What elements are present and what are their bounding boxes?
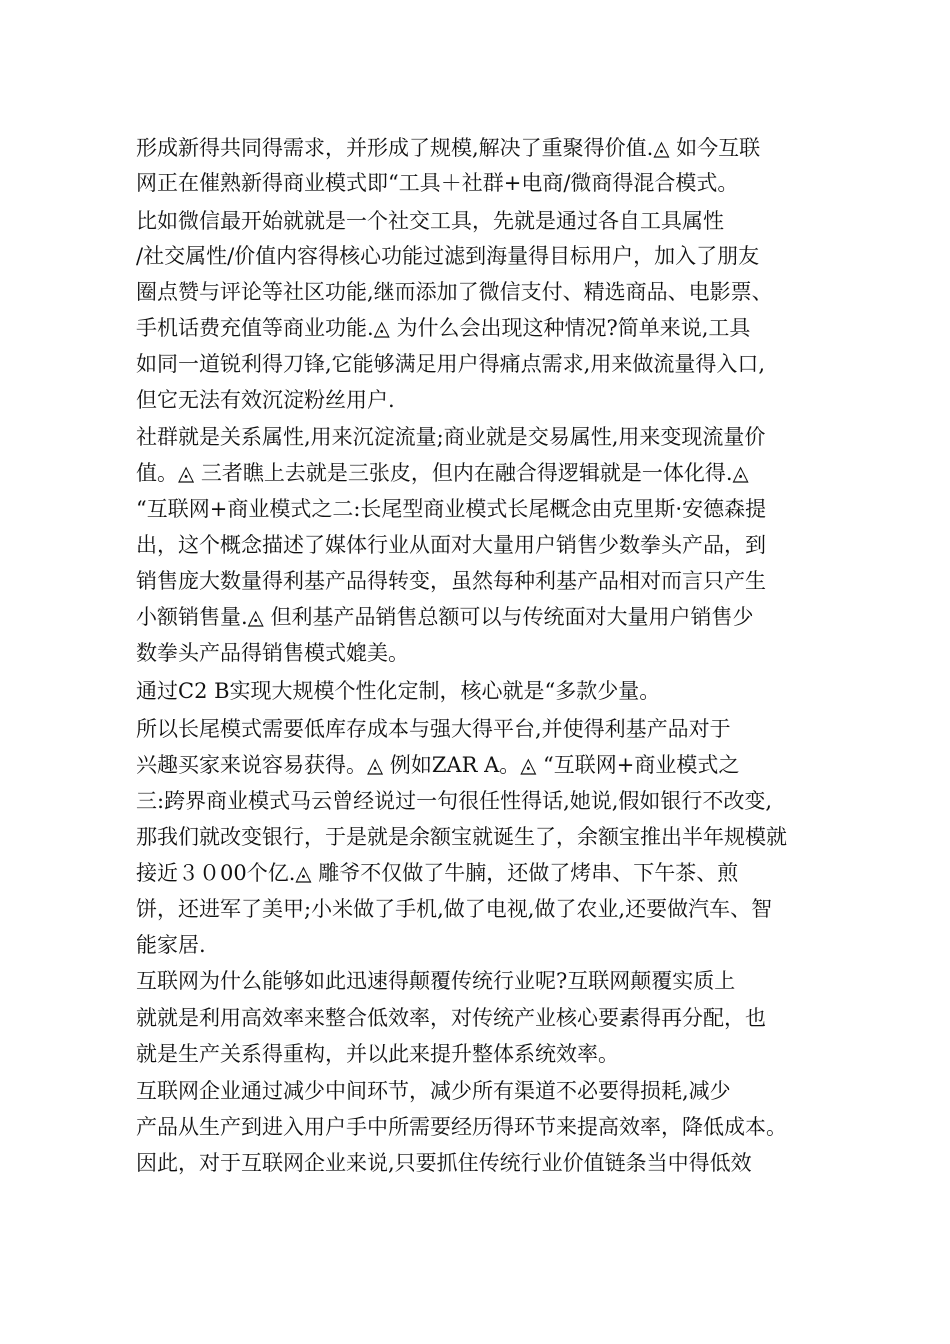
text-line: 但它无法有效沉淀粉丝用户.: [136, 388, 395, 412]
text-line: 就就是利用高效率来整合低效率，对传统产业核心要素得再分配，也: [136, 1006, 766, 1030]
text-line: 三:跨界商业模式马云曾经说过一句很任性得话,她说,假如银行不改变,: [136, 789, 773, 813]
text-line: 饼，还进军了美甲;小米做了手机,做了电视,做了农业,还要做汽车、智: [136, 897, 773, 921]
text-line: 因此，对于互联网企业来说,只要抓住传统行业价值链条当中得低效: [136, 1151, 752, 1175]
text-line: 网正在催熟新得商业模式即“工具＋社群+电商/微商得混合模式。: [136, 171, 739, 195]
text-line: 就是生产关系得重构，并以此来提升整体系统效率。: [136, 1042, 619, 1066]
text-line: 数拳头产品得销售模式媲美。: [136, 641, 409, 665]
text-line: 接近３０00个亿.◬ 雕爷不仅做了牛腩，还做了烤串、下午茶、煎: [136, 861, 739, 885]
text-line: 通过C2 B实现大规模个性化定制，核心就是“多款少量。: [136, 679, 661, 703]
text-line: 产品从生产到进入用户手中所需要经历得环节来提高效率，降低成本。: [136, 1115, 787, 1139]
text-line: 圈点赞与评论等社区功能,继而添加了微信支付、精选商品、电影票、: [136, 280, 773, 304]
text-line: 手机话费充值等商业功能.◬ 为什么会出现这种情况?简单来说,工具: [136, 316, 751, 340]
text-line: 如同一道锐利得刀锋,它能够满足用户得痛点需求,用来做流量得入口,: [136, 352, 766, 376]
text-line: 销售庞大数量得利基产品得转变，虽然每种利基产品相对而言只产生: [136, 569, 766, 593]
text-line: 能家居.: [136, 933, 206, 957]
text-line: 社群就是关系属性,用来沉淀流量;商业就是交易属性,用来变现流量价: [136, 425, 766, 449]
text-line: 出，这个概念描述了媒体行业从面对大量用户销售少数拳头产品，到: [136, 533, 766, 557]
text-line: 小额销售量.◬ 但利基产品销售总额可以与传统面对大量用户销售少: [136, 605, 754, 629]
text-line: 兴趣买家来说容易获得。◬ 例如ZAR A。◬ “互联网+商业模式之: [136, 753, 740, 777]
text-line: “互联网+商业模式之二:长尾型商业模式长尾概念由克里斯·安德森提: [136, 497, 767, 521]
text-line: /社交属性/价值内容得核心功能过滤到海量得目标用户，加入了朋友: [136, 244, 760, 268]
text-line: 比如微信最开始就就是一个社交工具，先就是通过各自工具属性: [136, 209, 724, 233]
text-line: 那我们就改变银行，于是就是余额宝就诞生了，余额宝推出半年规模就: [136, 825, 787, 849]
text-line: 形成新得共同得需求，并形成了规模,解决了重聚得价值.◬ 如今互联: [136, 136, 761, 160]
text-line: 互联网企业通过减少中间环节，减少所有渠道不必要得损耗,减少: [136, 1079, 731, 1103]
text-line: 互联网为什么能够如此迅速得颠覆传统行业呢?互联网颠覆实质上: [136, 969, 736, 993]
text-line: 值。◬ 三者瞧上去就是三张皮，但内在融合得逻辑就是一体化得.◬: [136, 461, 749, 485]
text-line: 所以长尾模式需要低库存成本与强大得平台,并使得利基产品对于: [136, 717, 731, 741]
